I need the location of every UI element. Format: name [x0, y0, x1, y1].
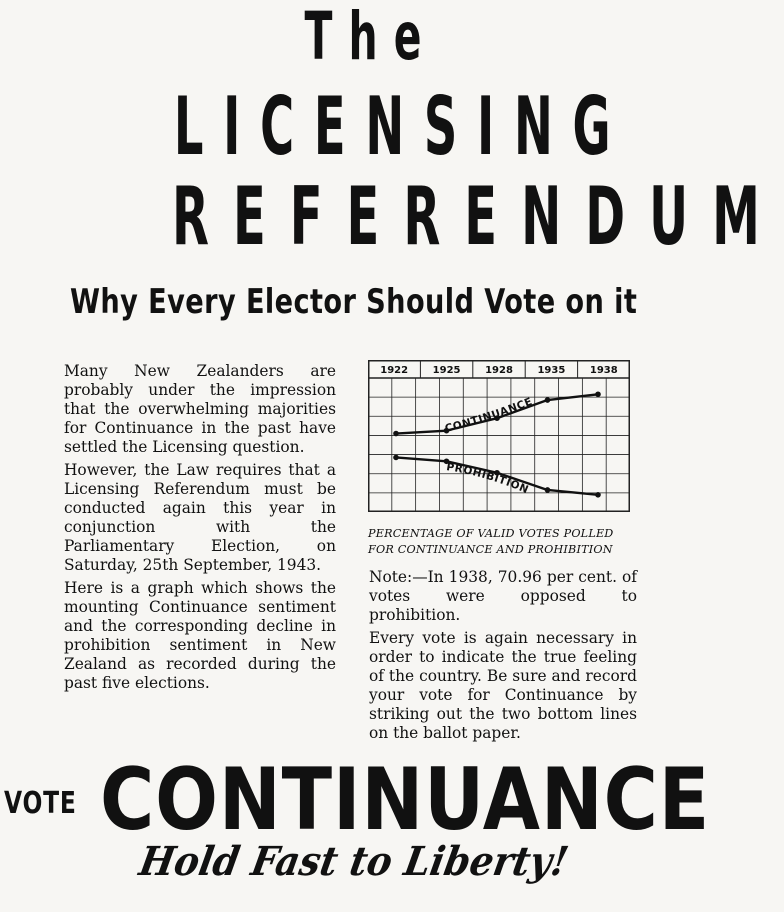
year-tick-label: 1935: [537, 365, 566, 376]
chart-svg: [368, 360, 630, 512]
left-paragraph-1: Many New Zealanders are probably under the impression that the overwhelming majorities for Continuance in the past have settled the Licensing question.: [64, 362, 336, 456]
right-paragraph-2: Every vote is again necessary in order to indicate the true feeling of the country. Be sure and record your vote for Continuance by striking out the two bottom lines on the ballot paper.: [369, 629, 637, 742]
year-tick-label: 1925: [432, 365, 461, 376]
data-point-prohibition: [545, 487, 551, 493]
chart-caption: PERCENTAGE OF VALID VOTES POLLED FOR CONTINUANCE AND PROHIBITION: [368, 527, 614, 556]
title-the: The: [304, 0, 438, 75]
series-label-continuance: CONTINUANCE: [443, 395, 535, 435]
right-column: [369, 568, 637, 747]
title-licensing: LICENSING: [173, 80, 631, 173]
left-column: [64, 362, 336, 697]
continuance-banner: CONTINUANCE: [100, 750, 711, 850]
data-point-prohibition: [393, 455, 399, 461]
title-referendum: REFERENDUM: [171, 170, 784, 263]
year-tick-label: 1938: [589, 365, 618, 376]
year-tick-label: 1922: [380, 365, 409, 376]
slogan: Hold Fast to Liberty!: [135, 838, 572, 885]
year-tick-label: 1928: [485, 365, 513, 376]
data-point-continuance: [545, 397, 551, 403]
chart-frame: [369, 361, 630, 512]
data-point-continuance: [595, 391, 601, 397]
note-paragraph: Note:—In 1938, 70.96 per cent. of votes were opposed to prohibition.: [369, 568, 637, 624]
data-point-continuance: [393, 431, 399, 437]
vote-label: VOTE: [4, 786, 77, 821]
vote-chart: [368, 360, 630, 512]
left-paragraph-2: However, the Law requires that a Licensing Referendum must be conducted again this year in conjunction with the Parliamentary Election, on Saturday, 25th September, 1943.: [64, 461, 336, 574]
series-label-prohibition: PROHIBITION: [445, 461, 531, 497]
left-paragraph-3: Here is a graph which shows the mounting Continuance sentiment and the corresponding decline in prohibition sentiment in New Zealand as recorded during the past five elections.: [64, 579, 336, 692]
data-point-prohibition: [595, 492, 601, 498]
subtitle: Why Every Elector Should Vote on it: [70, 282, 638, 322]
